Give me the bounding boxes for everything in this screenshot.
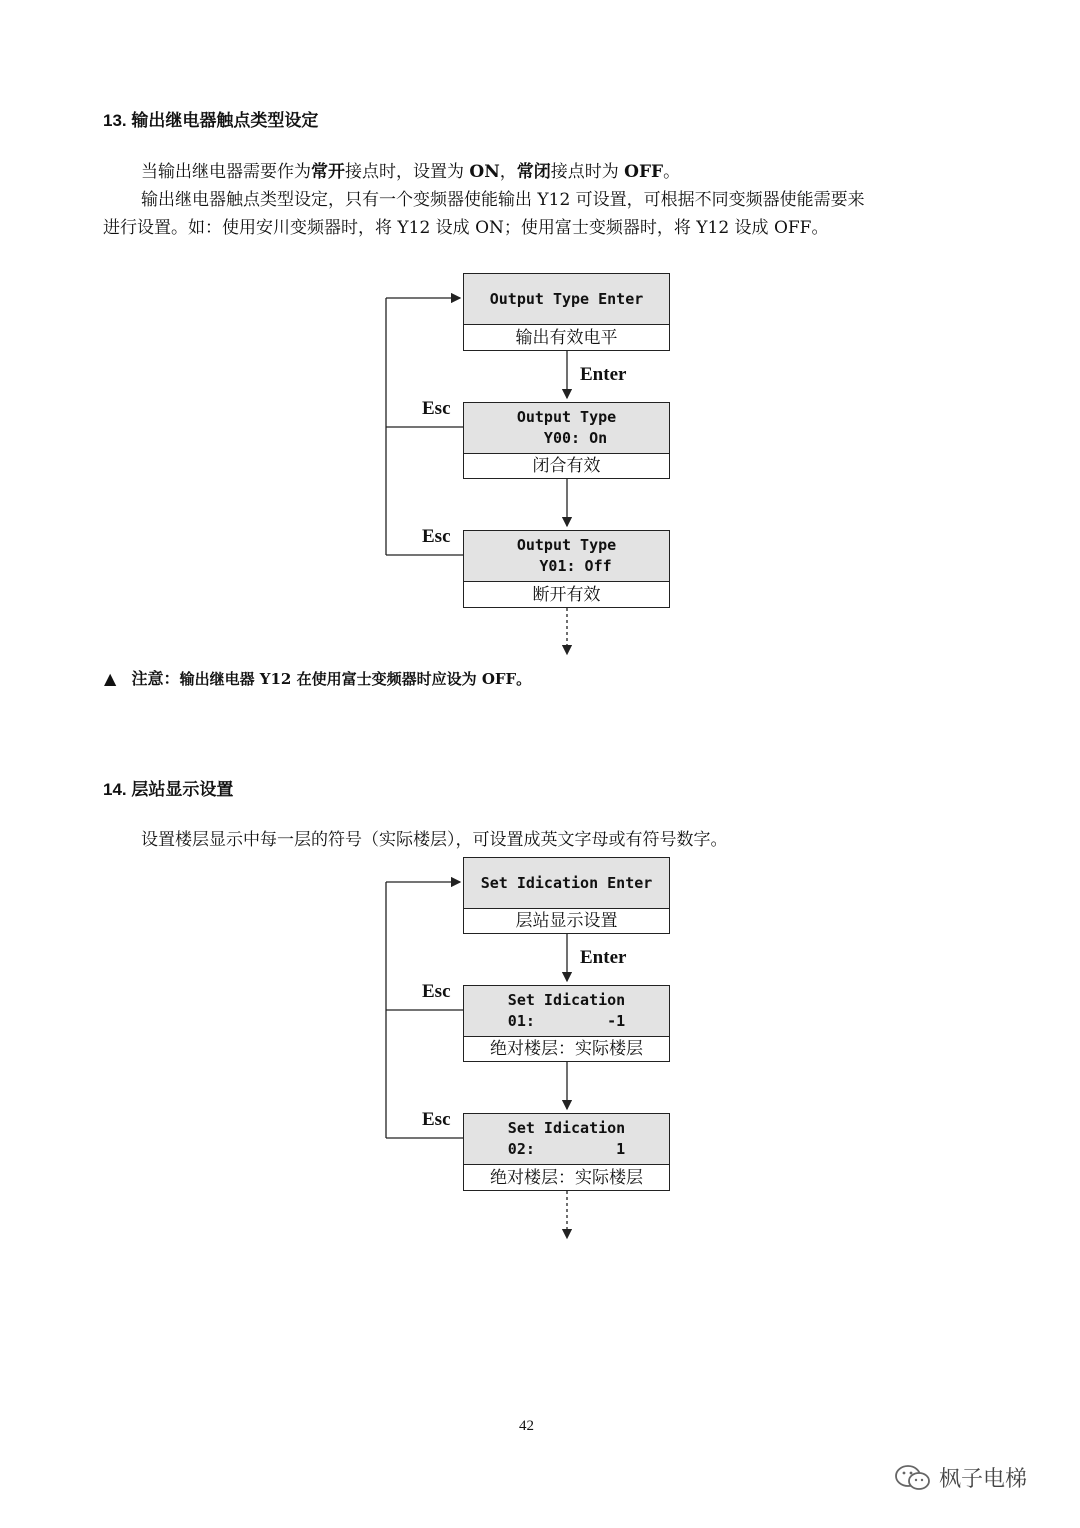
page-number: 42 — [519, 1418, 534, 1434]
paragraph-run: 接点时，设置为 — [345, 162, 470, 182]
paragraph-run: OFF — [624, 162, 664, 182]
section-14-title: 14. 层站显示设置 — [103, 780, 234, 799]
watermark — [893, 1462, 1027, 1493]
note — [104, 666, 531, 689]
menu-box-output-type-y00 — [463, 402, 670, 479]
paragraph-run: 常开 — [311, 162, 345, 182]
enter-key-label: Enter — [580, 364, 627, 385]
menu-box-output-type-enter — [463, 273, 670, 351]
box-caption: 绝对楼层：实际楼层 — [490, 1168, 643, 1188]
lcd-display: Set Idication 01: -1 — [464, 986, 669, 1037]
esc-key-label: Esc — [422, 526, 451, 547]
paragraph-run: 常闭 — [516, 162, 551, 182]
esc-key-label: Esc — [422, 398, 451, 419]
lcd-display: Output Type Y01: Off — [464, 531, 669, 582]
box-caption: 层站显示设置 — [515, 911, 618, 931]
lcd-display: Output Type Enter — [464, 274, 669, 325]
enter-key-label: Enter — [580, 947, 627, 968]
lcd-display: Output Type Y00: On — [464, 403, 669, 454]
menu-box-set-idication-01 — [463, 985, 670, 1062]
menu-box-output-type-y01 — [463, 530, 670, 608]
menu-box-set-idication-02 — [463, 1113, 670, 1191]
section-13-paragraph-2-line-2: 进行设置。如：使用安川变频器时，将 Y12 设成 ON；使用富士变频器时，将 Y12 设成 OFF。 — [103, 218, 829, 238]
menu-box-set-idication-enter — [463, 857, 670, 934]
box-caption: 输出有效电平 — [515, 328, 618, 348]
note-label: 注意： — [131, 669, 180, 688]
note-text: 输出继电器 Y12 在使用富士变频器时应设为 OFF。 — [179, 670, 532, 688]
lcd-display: Set Idication Enter — [464, 858, 669, 909]
section-13-title: 13. 输出继电器触点类型设定 — [103, 111, 319, 130]
warning-triangle-icon: ▲ — [104, 669, 117, 688]
paragraph-run: ， — [499, 162, 517, 182]
box-caption: 断开有效 — [532, 585, 601, 605]
paragraph-run: 当输出继电器需要作为 — [141, 162, 311, 182]
paragraph-run: ON — [469, 162, 500, 182]
section-13-paragraph-2-line-1: 输出继电器触点类型设定，只有一个变频器使能输出 Y12 可设置，可根据不同变频器使能需要来 — [141, 190, 865, 210]
lcd-display: Set Idication 02: 1 — [464, 1114, 669, 1165]
esc-key-label: Esc — [422, 1109, 451, 1130]
wechat-icon — [893, 1463, 933, 1493]
esc-key-label: Esc — [422, 981, 451, 1002]
paragraph-run: 。 — [663, 162, 681, 182]
watermark-text: 枫子电梯 — [939, 1467, 1028, 1492]
paragraph-run: 接点时为 — [550, 162, 625, 182]
section-14-paragraph: 设置楼层显示中每一层的符号（实际楼层），可设置成英文字母或有符号数字。 — [141, 830, 728, 850]
box-caption: 闭合有效 — [532, 456, 601, 476]
box-caption: 绝对楼层：实际楼层 — [490, 1039, 643, 1059]
